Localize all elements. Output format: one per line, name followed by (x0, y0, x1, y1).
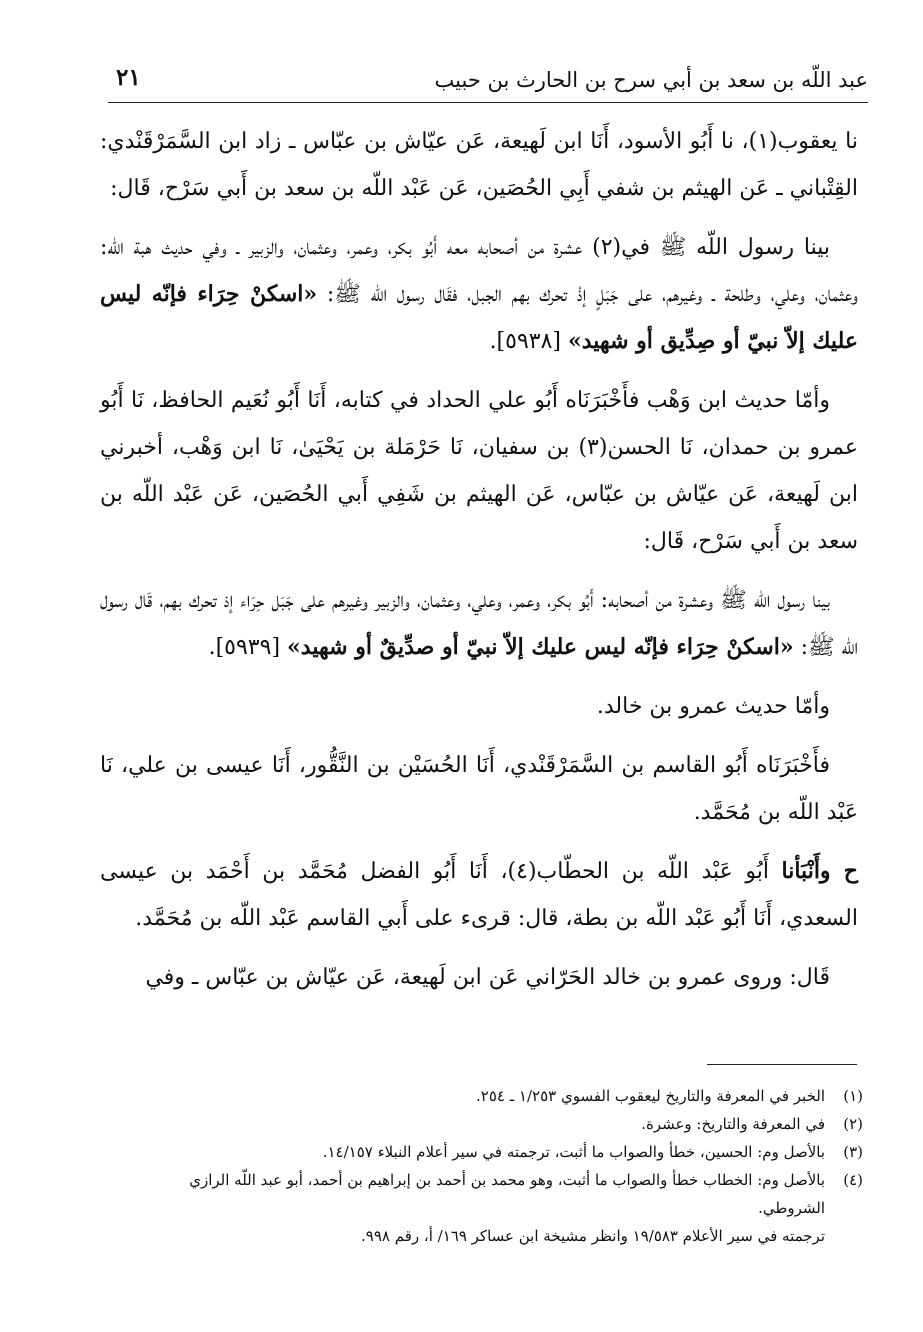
hadith-quote-1: «اسكنْ حِرَاء فإنّه ليس عليك إلاّ نبيّ أو صِدِّيق أو شهيد» (100, 281, 858, 354)
footnote-4 (118, 1166, 863, 1222)
page-number: ٢١ (116, 64, 141, 91)
hadith-ref-1: [٥٩٣٨]. (489, 329, 561, 354)
paragraph-4 (100, 577, 858, 671)
footnote-number: (١) (843, 1087, 863, 1105)
footnote-number: (٤) (843, 1171, 863, 1189)
footnote-continuation: ترجمته في سير الأعلام ١٩/٥٨٣ وانظر مشيخة ابن عساكر ١٦٩/ أ، رقم ٩٩٨. (361, 1227, 825, 1245)
footnote-text: الخبر في المعرفة والتاريخ ليعقوب الفسوي ١/٢٥٣ ـ ٢٥٤. (476, 1087, 825, 1105)
footnote-number: (٢) (843, 1115, 863, 1133)
paragraph-7-lead: ح وأَنْبَأنا (781, 858, 858, 884)
hadith-ref-2: [٥٩٣٩]. (208, 635, 281, 660)
paragraph-7-text: أَبُو عَبْد اللّه بن الحطّاب(٤)، أَنَا أَبُو الفضل مُحَمَّد بن أَحْمَد بن عيسى السعدي، أَنَا أَبُو عَبْد اللّه بن بطة، قال: قرىء على أَبي القاسم عَبْد اللّه بن مُحَمَّد. (100, 859, 858, 931)
paragraph-3: وأمّا حديث ابن وَهْب فأَخْبَرَنَاه أَبُو علي الحداد في كتابه، أَنَا أَبُو نُعَيم الحافظ، نَا أَبُو عمرو بن حمدان، نَا الحسن(٣) بن سفيان، نَا حَرْمَلة بن يَحْيَىٰ، نَا ابن وَهْب، أخبرني ابن لَهيعة، عَن عيّاش بن عبّاس، عَن الهيثم بن شَفِي أَبي الحُصَين، عَن عَبْد اللّه بن سعد بن أَبي سَرْح، قَال: (100, 388, 858, 554)
paragraph-6: فأَخْبَرَنَاه أَبُو القاسم بن السَّمَرْقَنْدي، أَنَا الحُسَيْن بن النَّقُّور، أَنَا عيسى بن علي، نَا عَبْد اللّه بن مُحَمَّد. (100, 753, 858, 825)
paragraph-2-text: بينا رسول اللّه ﷺ في(٢) عشرة من أصحابه معه أَبُو بكر، وعمر، وعثمان، والزبير ـ وفي حديث هبة اللّه: وعثمان، وعلي، وطلحة ـ وغيرهم، على جَبَلٍ إذْ تحرك بهم الجبل، فقَال رسول اللّه ﷺ: (100, 235, 858, 307)
paragraph-5: وأمّا حديث عمرو بن خالد. (596, 694, 830, 719)
paragraph-7 (100, 848, 858, 942)
footnote-text: بالأصل وم: الخطاب خطأ والصواب ما أثبت، وهو محمد بن أحمد بن إبراهيم بن أحمد، أبو عبد اللّه الرازي الشروطي. (189, 1171, 825, 1217)
running-header (108, 62, 868, 103)
paragraph-4-text: بينا رسول اللّه ﷺ وعشرة من أصحابه: أَبُو بكر، وعمر، وعلي، وعثمان، والزبير وغيرهم على جَبَل حِرَاء إذ تحرك بهم، قَال رسول اللّه ﷺ: (100, 588, 858, 660)
footnote-text: في المعرفة والتاريخ: وعشرة. (641, 1115, 825, 1133)
footnote-2 (118, 1110, 863, 1138)
footnote-divider (707, 1064, 857, 1065)
footnotes (118, 1082, 863, 1250)
footnote-number: (٣) (843, 1143, 863, 1161)
footnote-text: بالأصل وم: الحسين، خطأ والصواب ما أثبت، ترجمته في سير أعلام النبلاء ١٤/١٥٧. (322, 1143, 825, 1161)
footnote-1 (118, 1082, 863, 1110)
footnote-3 (118, 1138, 863, 1166)
paragraph-8: قَال: وروى عمرو بن خالد الحَرّاني عَن ابن لَهيعة، عَن عيّاش بن عبّاس ـ وفي (145, 965, 830, 990)
paragraph-2 (100, 224, 858, 365)
header-title: عبد اللّه بن سعد بن أبي سرح بن الحارث بن حبيب (434, 68, 868, 92)
hadith-quote-2: «اسكنْ حِرَاء فإنّه ليس عليك إلاّ نبيّ أو صدِّيقٌ أو شهيد» (287, 634, 794, 660)
paragraph-1: نا يعقوب(١)، نا أَبُو الأسود، أَنَا ابن لَهيعة، عَن عيّاش بن عبّاس ـ زاد ابن السَّمَرْقَنْدي: القِتْباني ـ عَن الهيثم بن شفي أَبِي الحُصَين، عَن عَبْد اللّه بن سعد بن أَبي سَرْح، قَال: (100, 129, 858, 201)
main-text (100, 118, 858, 1013)
